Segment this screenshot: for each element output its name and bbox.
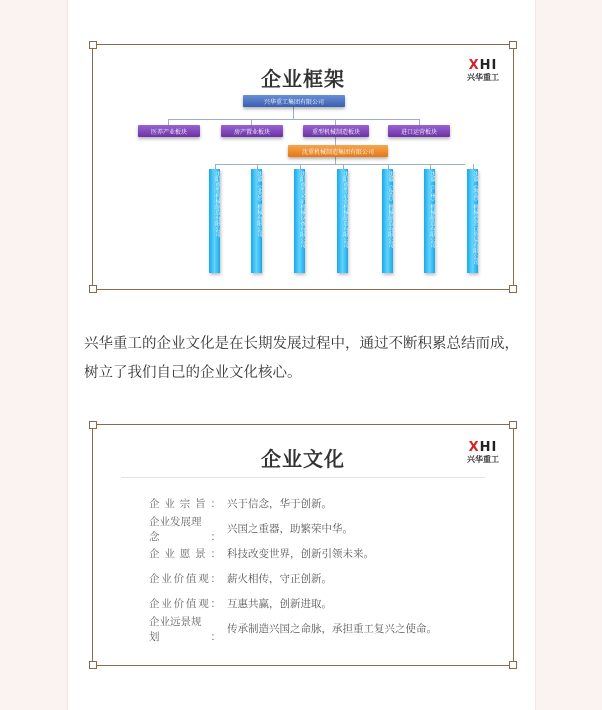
culture-label: 企业价值观： [149,598,221,610]
connector-line [215,164,465,165]
company-logo [467,59,499,82]
culture-row [149,616,437,641]
company-column: 沈阳重型机械制造有限公司 [209,169,220,273]
culture-value: 传承制造兴国之命脉，承担重工复兴之使命。 [227,623,437,635]
culture-label: 企业宗旨： [149,498,221,510]
company-column: 沈重（海南）机械进出口贸易有限公司 [467,169,478,273]
culture-label: 企业发展理念： [149,515,221,543]
logo-mark-x: X [468,58,480,73]
connector-line [168,119,419,120]
culture-image [92,424,514,666]
company-logo [467,441,499,464]
culture-row [149,566,437,591]
article-paragraph: 兴华重工的企业文化是在长期发展过程中，通过不断积累总结而成，树立了我们自己的企业文化核心。 [84,336,519,381]
culture-label: 企业愿景： [149,548,221,560]
logo-mark-hi: HI [479,440,498,455]
culture-row [149,491,437,516]
culture-list [149,491,437,641]
segment-box: 房产置业板块 [221,125,283,137]
title-divider [121,477,485,478]
logo-mark-hi: HI [479,58,498,73]
org-chart-title: 企业框架 [261,67,345,91]
sub-group-box: 沈重机械制造集团有限公司 [288,145,388,157]
culture-label: 企业价值观： [149,573,221,585]
culture-title: 企业文化 [261,447,345,471]
connector-line [335,137,336,145]
culture-row [149,516,437,541]
frame-corner [509,661,517,669]
culture-value: 薪火相传，守正创新。 [227,573,332,585]
logo-name: 兴华重工 [467,73,499,82]
frame-corner [509,41,517,49]
frame-corner [509,285,517,293]
segment-box: 重型机械制造板块 [303,125,369,137]
frame-corner [89,285,97,293]
frame-corner [509,421,517,429]
culture-row [149,541,437,566]
culture-value: 科技改变世界，创新引领未来。 [227,548,374,560]
logo-name: 兴华重工 [467,455,499,464]
org-chart-image [92,44,514,290]
frame-corner [89,41,97,49]
segment-box: 进口运营板块 [388,125,450,137]
company-column: 沈阳重型冶金机械制造有限公司 [337,169,348,273]
org-top-box: 兴华重工集团有限公司 [243,95,345,107]
connector-line [293,107,294,119]
segment-box: 医养产业板块 [138,125,200,137]
company-column: 沈重（东营）机械制造有限公司 [382,169,393,273]
frame-corner [89,421,97,429]
culture-label: 企业远景规划： [149,615,221,643]
culture-value: 兴于信念，华于创新。 [227,498,332,510]
company-column: 沈阳重型采矿机械设备有限公司 [294,169,305,273]
connector-line [335,157,336,164]
culture-value: 兴国之重器，助繁荣中华。 [227,523,353,535]
frame-corner [89,661,97,669]
culture-value: 互惠共赢，创新进取。 [227,598,332,610]
logo-mark-x: X [468,440,480,455]
culture-row [149,591,437,616]
company-column: 沈重（广州）机械制造有限公司 [424,169,435,273]
company-column: 沈重（北京）机械有限公司 [251,169,262,273]
